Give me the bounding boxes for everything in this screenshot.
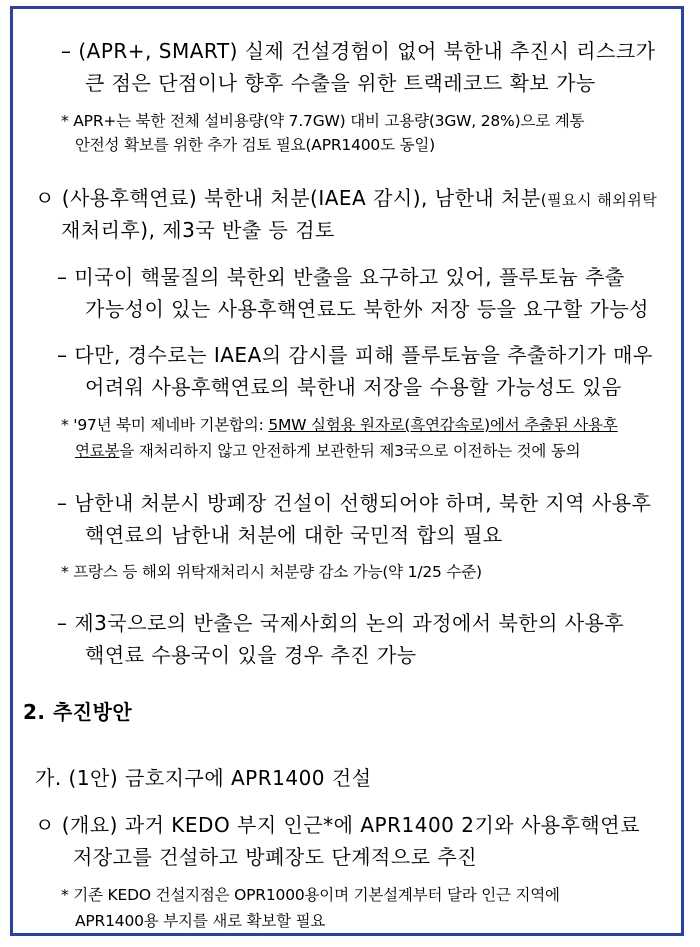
note-line: * APR+는 북한 전체 설비용량(약 7.7GW) 대비 고용량(3GW, 28%)으로 계통 [61, 112, 585, 130]
bullet-line [35, 182, 657, 211]
bullet-heading: (개요) [61, 813, 118, 837]
text-line: 어려워 사용후핵연료의 북한내 저장을 수용할 가능성도 있음 [85, 375, 622, 399]
note-line [75, 439, 580, 461]
document-frame [10, 6, 684, 936]
text-line: – (APR+, SMART) 실제 건설경험이 없어 북한내 추진시 리스크가 [61, 39, 656, 63]
text-line: 핵연료의 남한내 처분에 대한 국민적 합의 필요 [85, 523, 503, 547]
bullet-text: 북한내 처분(IAEA 감시), 남한내 처분 [197, 186, 541, 210]
text-line: 저장고를 건설하고 방폐장도 단계적으로 추진 [73, 845, 478, 869]
text-line: – 남한내 처분시 방폐장 건설이 선행되어야 하며, 북한 지역 사용후 [57, 491, 652, 515]
text-line: – 다만, 경수로는 IAEA의 감시를 피해 플루토늄을 추출하기가 매우 [57, 343, 653, 367]
text-line: 큰 점은 단점이나 향후 수출을 위한 트랙레코드 확보 가능 [85, 71, 596, 95]
note-line: * 기존 KEDO 건설지점은 OPR1000용이며 기본설계부터 달라 인근 지역에 [61, 886, 560, 904]
note-line: 안전성 확보를 위한 추가 검토 필요(APR1400도 동일) [75, 136, 435, 154]
bullet-heading: (사용후핵연료) [61, 186, 198, 210]
bullet-mark: ㅇ [35, 813, 55, 837]
bullet-note: (필요시 해외위탁 [540, 191, 658, 209]
text-line: 핵연료 수용국이 있을 경우 추진 가능 [85, 643, 417, 667]
note-line [61, 413, 618, 435]
section-heading: 2. 추진방안 [23, 700, 133, 724]
text-line: – 미국이 핵물질의 북한외 반출을 요구하고 있어, 플루토늄 추출 [57, 265, 625, 289]
text-line: – 제3국으로의 반출은 국제사회의 논의 과정에서 북한의 사용후 [57, 611, 625, 635]
bullet-line [35, 809, 640, 838]
note-line: APR1400용 부지를 새로 확보할 필요 [75, 912, 326, 930]
note-underlined: 5MW 실험용 원자로(흑연감속로)에서 추출된 사용후 [268, 416, 618, 434]
text-line: 가능성이 있는 사용후핵연료도 북한外 저장 등을 요구할 가능성 [85, 297, 650, 321]
text-line: 재처리후), 제3국 반출 등 검토 [61, 218, 335, 242]
note-underlined: 연료봉 [75, 442, 120, 460]
bullet-mark: ㅇ [35, 186, 55, 210]
note-text: * '97년 북미 제네바 기본합의: [61, 416, 269, 434]
subsection-heading: 가. (1안) 금호지구에 APR1400 건설 [35, 766, 372, 790]
note-line: * 프랑스 등 해외 위탁재처리시 처분량 감소 가능(약 1/25 수준) [61, 563, 482, 581]
note-text: 을 재처리하지 않고 안전하게 보관한뒤 제3국으로 이전하는 것에 동의 [119, 442, 581, 460]
bullet-text: 과거 KEDO 부지 인근*에 APR1400 2기와 사용후핵연료 [117, 813, 640, 837]
